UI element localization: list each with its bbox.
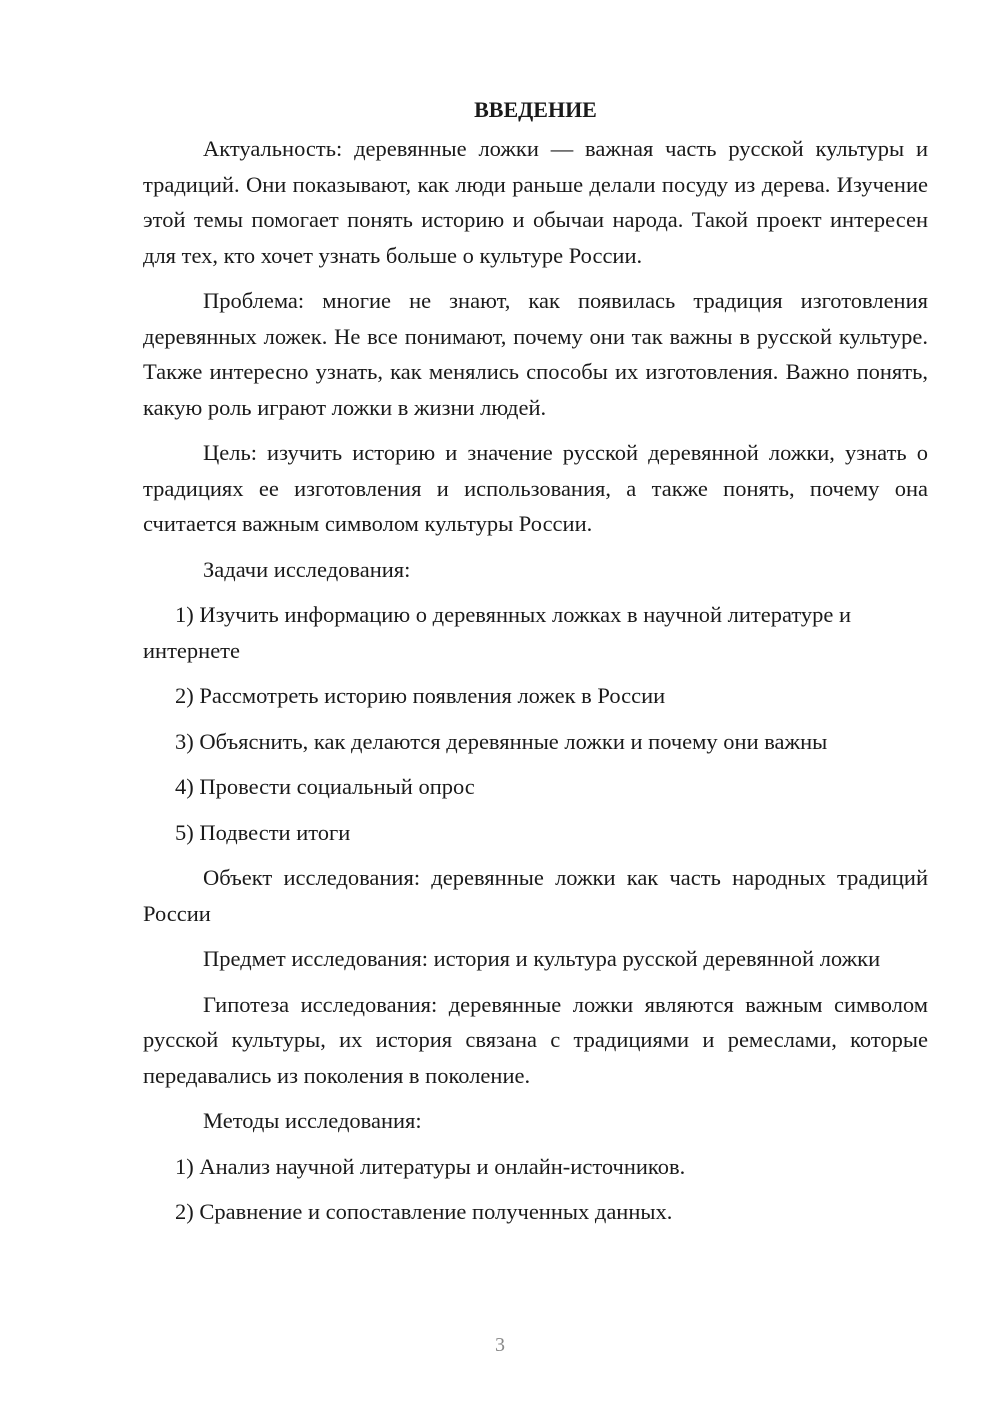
document-page: [143, 92, 928, 1240]
method-item-2: 2) Сравнение и сопоставление полученных данных.: [175, 1199, 673, 1224]
methods-title: Методы исследования:: [203, 1108, 422, 1133]
goal-paragraph: Цель: изучить историю и значение русской деревянной ложки, узнать о традициях ее изготовления и использования, а также понять, почему она считается важным символом культуры России.: [143, 440, 928, 536]
task-item-3: 3) Объяснить, как делаются деревянные ложки и почему они важны: [175, 728, 828, 754]
page-number: 3: [495, 1334, 505, 1356]
section-heading: ВВЕДЕНИЕ: [474, 97, 597, 122]
hypothesis-paragraph: Гипотеза исследования: деревянные ложки являются важным символом русской культуры, их история связана с традициями и ремеслами, которые передавались из поколения в поколение.: [143, 991, 928, 1088]
task-item-2: 2) Рассмотреть историю появления ложек в России: [175, 683, 666, 708]
subject-paragraph: Предмет исследования: история и культура русской деревянной ложки: [203, 946, 881, 971]
method-item-1: 1) Анализ научной литературы и онлайн-источников.: [175, 1153, 686, 1179]
task-item-1: 1) Изучить информацию о деревянных ложках в научной литературе и интернете: [143, 602, 852, 663]
task-item-5: 5) Подвести итоги: [175, 819, 351, 845]
problem-paragraph: Проблема: многие не знают, как появилась традиция изготовления деревянных ложек. Не все понимают, почему они так важны в русской культуре. Также интересно узнать, как менялись способы их изготовления. Важно понять, какую роль играют ложки в жизни людей.: [143, 288, 928, 420]
object-paragraph: Объект исследования: деревянные ложки как часть народных традиций России: [143, 865, 928, 926]
tasks-title: Задачи исследования:: [203, 556, 411, 582]
relevance-paragraph: Актуальность: деревянные ложки — важная часть русской культуры и традиций. Они показывают, как люди раньше делали посуду из дерева. Изучение этой темы помогает понять историю и обычаи народа. Такой проект интересен для тех, кто хочет узнать больше о культуре России.: [143, 136, 928, 268]
task-item-4: 4) Провести социальный опрос: [175, 774, 475, 799]
